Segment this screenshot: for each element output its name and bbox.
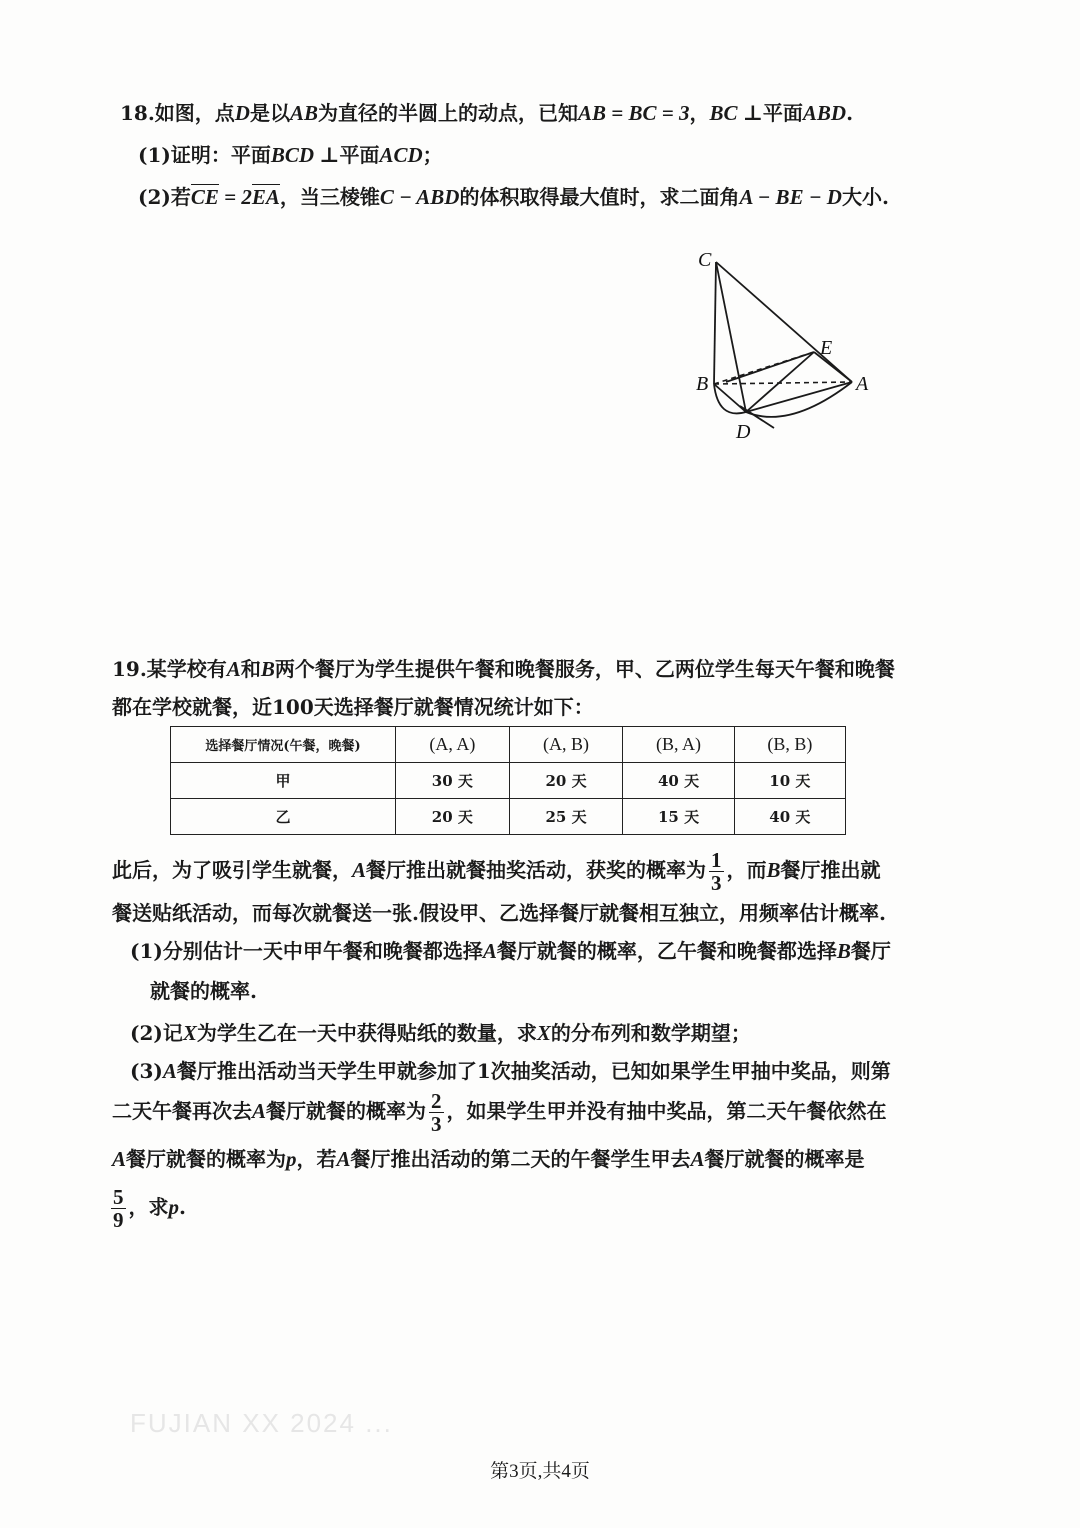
table-cell: 甲: [171, 763, 396, 799]
q19-line2: 都在学校就餐，近100天选择餐厅就餐情况统计如下：: [112, 695, 594, 719]
q19-part3c: A餐厅就餐的概率为p，若A餐厅推出活动的第二天的午餐学生甲去A餐厅就餐的概率是: [112, 1147, 865, 1171]
bleed-through-text: FUJIAN XX 2024 ...: [130, 1408, 393, 1438]
table-cell: 20 天: [396, 799, 510, 835]
fraction-five-ninths: $\frac{5}{9}$: [113, 1185, 124, 1232]
edge-BA-dashed: [714, 382, 852, 384]
label-A: A: [856, 373, 869, 395]
page-footer: 第3页,共4页: [490, 1461, 590, 1482]
q19-part1b: 就餐的概率.: [150, 979, 257, 1003]
table-header-cell: (A, B): [509, 727, 623, 763]
table-cell: 40 天: [623, 763, 734, 799]
table-row: [171, 799, 846, 835]
q18-part2: (2)若CE = 2EA，当三棱锥C − ABD的体积取得最大值时，求二面角A − BE − D大小.: [138, 185, 889, 209]
q19-line4: 餐送贴纸活动，而每次就餐送一张.假设甲、乙选择餐厅就餐相互独立，用频率估计概率.: [112, 901, 886, 925]
label-D: D: [736, 421, 751, 443]
q19-line3: 此后，为了吸引学生就餐，A餐厅推出就餐抽奖活动，获奖的概率为 $\frac{1}{3}$ ，而B餐厅推出就: [112, 848, 881, 895]
q18-line1: 18.如图，点D是以AB为直径的半圆上的动点，已知AB = BC = 3，BC ⊥平面ABD.: [120, 101, 854, 125]
q19-part2: (2)记X为学生乙在一天中获得贴纸的数量，求X的分布列和数学期望；: [130, 1021, 751, 1045]
fraction-two-thirds: $\frac{2}{3}$: [431, 1089, 442, 1136]
table-cell: 40 天: [734, 799, 845, 835]
edge-CB: [714, 262, 716, 384]
q19-line1: 19.某学校有A和B两个餐厅为学生提供午餐和晚餐服务，甲、乙两位学生每天午餐和晚餐: [112, 657, 895, 681]
table-cell: 乙: [171, 799, 396, 835]
label-B: B: [696, 373, 709, 395]
q19-part3a: (3)A餐厅推出活动当天学生甲就参加了1次抽奖活动，已知如果学生甲抽中奖品，则第: [130, 1059, 891, 1083]
q19-part3b: 二天午餐再次去A餐厅就餐的概率为 $\frac{2}{3}$ ，如果学生甲并没有抽中奖品，第二天午餐依然在: [112, 1089, 887, 1136]
table-cell: 10 天: [734, 763, 845, 799]
q19-part3d: $\frac{5}{9}$ ，求p.: [113, 1185, 186, 1232]
table-cell: 30 天: [396, 763, 510, 799]
label-C: C: [698, 249, 712, 271]
table-cell: 15 天: [623, 799, 734, 835]
table-header-cell: (A, A): [396, 727, 510, 763]
table-header-row: [171, 727, 846, 763]
q19-part1a: (1)分别估计一天中甲午餐和晚餐都选择A餐厅就餐的概率，乙午餐和晚餐都选择B餐厅: [130, 939, 891, 963]
table-header-cell: 选择餐厅情况(午餐，晚餐): [171, 727, 396, 763]
dining-stats-table: [170, 726, 846, 835]
table-row: [171, 763, 846, 799]
table-cell: 25 天: [509, 799, 623, 835]
table-cell: 20 天: [509, 763, 623, 799]
label-E: E: [820, 337, 833, 359]
table-header-cell: (B, A): [623, 727, 734, 763]
table-header-cell: (B, B): [734, 727, 845, 763]
pyramid-figure: [690, 240, 890, 450]
q18-part1: (1)证明：平面BCD ⊥平面ACD；: [138, 143, 443, 167]
fraction-one-third: $\frac{1}{3}$: [711, 848, 722, 895]
